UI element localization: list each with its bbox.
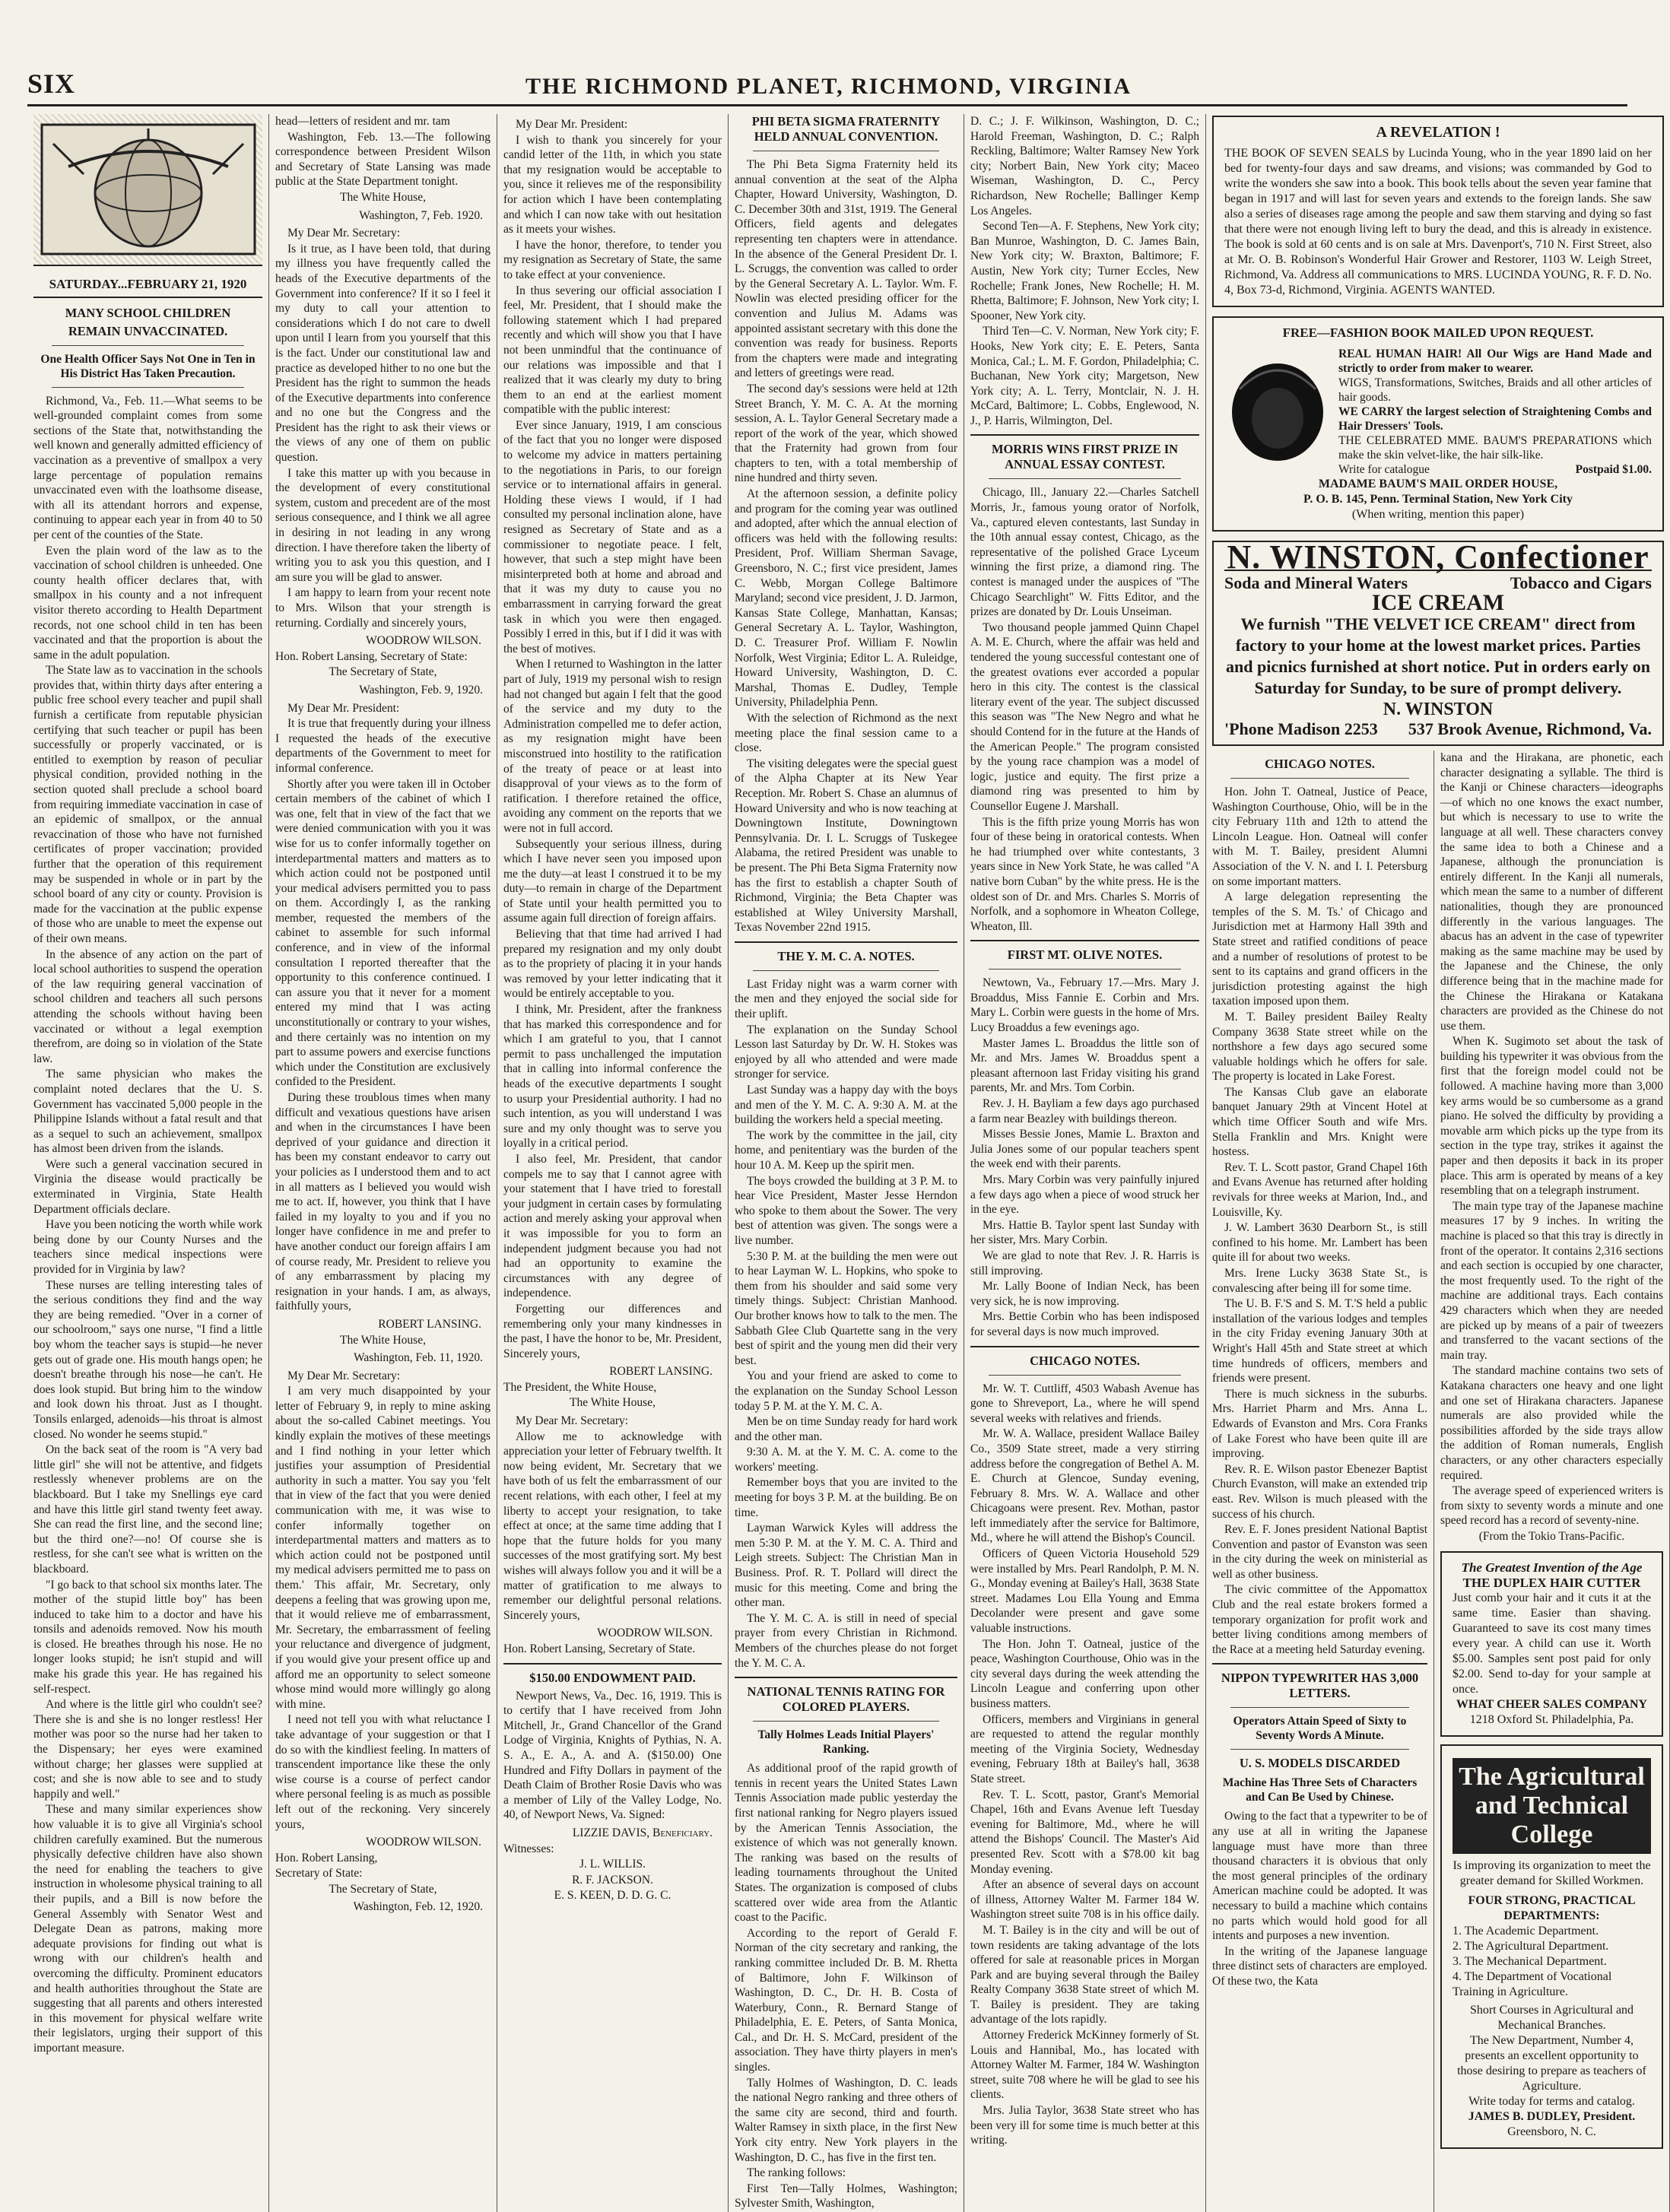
witness: E. S. KEEN, D. D. G. C. (554, 1889, 671, 1903)
wig-image-icon (1224, 359, 1331, 465)
ad-college (1440, 1744, 1663, 2149)
article-paragraph: Mr. W. A. Wallace, president Wallace Bailey Co., 3509 State street, made a very stirring address before the congregation of Bethel A. M. E. Church at Glencoe, Sunday evening, February 8. Mrs. W. A. Wallace and other Chicagoans were present. Rev. Mothan, pastor left immediately after the service for Baltimore, Md., where he will attend the Bishop's Council. (970, 1427, 1199, 1545)
article-paragraph: M. T. Bailey president Bailey Realty Company 3638 State street while on the northshore a few days ago secured some valuable holdings which he offers for sale. The property is located in Lake Forest. (1212, 1010, 1427, 1084)
ad-winston (1212, 538, 1664, 746)
article-paragraph: I have the honor, therefore, to tender you my resignation as Secretary of State, the same to take effect at your convenience. (503, 238, 722, 281)
article-paragraph: The visiting delegates were the special guest of the Alpha Chapter at its New Year Reception. Mr. Robert S. Chase an alumnus of Howard University and who is now teaching at Downingtown Institute, Downingtown Pennsylvania. Dr. I. L. Scruggs of Tuskegee Alabama, the retired President was unable to be present. The Phi Beta Sigma Fraternity now has the first to establish a chapter South of Richmond, Virginia; the Beta Chapter was established at Wiley University Marshall, Texas November 22nd 1915. (735, 757, 957, 935)
article-paragraph: Officers of Queen Victoria Household 529 were installed by Mrs. Pearl Randolph, P. M. N. G., Monday evening at Bailey's Hall, 3638 State street. Madames Lou Ella Young and Emma Decolander were present and gave some valuable instructions. (970, 1547, 1199, 1636)
ad-signature: N. WINSTON (1383, 700, 1494, 719)
ad-title: A REVELATION ! (1376, 124, 1500, 141)
article-paragraph: Last Sunday was a happy day with the boys and men of the Y. M. C. A. 9:30 A. M. at the building the workers held a special meeting. (735, 1084, 957, 1127)
columns (27, 114, 1663, 2210)
article-paragraph: I take this matter up with you because in the development of every constitutional system, custom and precedent are of the most serious consequence, and I think we all agree in desiring in not leading in any wrong direction. I have therefore taken the liberty of writing you to ask you this question, and I am sure you will be glad to answer. (275, 466, 491, 584)
article-paragraph: The main type tray of the Japanese machine measures 17 by 9 inches. In writing the machine is placed so that this tray is directly in front of the operator. It contains 2,316 sections and each section is occupied by one character, the most frequently used. To the right of the machine are additional trays. Each contains 429 characters which when they are needed are picked up by means of a pair of tweezers and transferred to the vacant sections of the main tray. (1440, 1199, 1663, 1362)
article-paragraph: You and your friend are asked to come to the explanation on the Sunday School Lesson today 5 P. M. at the Y. M. C. A. (735, 1369, 957, 1413)
ad-signature: JAMES B. DUDLEY, President. (1468, 2110, 1636, 2124)
article-paragraph: I think, Mr. President, after the frankness that has marked this correspondence and for which I am grateful to you, that I cannot permit to pass unchallenged the imputation that in calling into informal conference the heads of the executive departments I sought to usurp your Presidential authority. I had no such intention, as you will understand I was sure and my only thought was to serve you loyally in a critical period. (503, 1003, 722, 1150)
ad-line: Soda and Mineral Waters (1224, 573, 1408, 592)
article-paragraph: M. T. Bailey is in the city and will be out of town residents are taking advantage of the lots offered for sale at reasonable prices in Morgan Park and are buying several through the Bailey Realty Company 3638 State street of which M. T. Bailey is president. They are taking advantage of the lots rapidly. (970, 1923, 1199, 2026)
letter-heading: The President, the White House, (503, 1380, 657, 1394)
article-paragraph: During these troublous times when many difficult and vexatious questions have arisen and when in the circumstances I have been deprived of your guidance and direction it has been my constant endeavor to carry out your policies as I understood them and to act in all matters as I believed you would wish me to act. If, however, you think that I have failed in my loyalty to you and if you no longer have confidence in me and prefer to have another conduct our foreign affairs I am of course ready, Mr. President to relieve you of any embarrassment by placing my resignation in your hands. I am, as always, faithfully yours, (275, 1091, 491, 1313)
ad-line: WE CARRY the largest selection of Straightening Combs and Hair Dressers' Tools. (1338, 405, 1652, 433)
letter-heading: The White House, (570, 1396, 656, 1410)
signature: ROBERT LANSING. (378, 1317, 481, 1331)
article-paragraph: The standard machine contains two sets of Katakana characters one heavy and one light and one set of Hirakana characters. Japanese numerals are also provided while the possibilities afforded by the side trays allow the addition of Roman numerals, English characters, or any other characters especially required. (1440, 1364, 1663, 1482)
signature: WOODROW WILSON. (366, 634, 481, 648)
article-paragraph: Remember boys that you are invited to the meeting for boys 3 P. M. at the building. Be on time. (735, 1476, 957, 1519)
article-paragraph: Mrs. Bettie Corbin who has been indisposed for several days is now much improved. (970, 1310, 1199, 1338)
article-paragraph: The second day's sessions were held at 12th Street Branch, Y. M. C. A. At the morning session, A. L. Taylor General Secretary made a report of the work of the year, which showed that the Fraternity had grown from four chapters to ten, with a total membership of nine hundred and thirty seven. (735, 382, 957, 485)
article-paragraph: There is much sickness in the suburbs. Mrs. Harriet Pharm and Mrs. Anna L. Edwards of Evanston and Mrs. Cora Franks of Lake Forest who have been quite ill are improving. (1212, 1387, 1427, 1461)
article-paragraph: The Phi Beta Sigma Fraternity held its annual convention at the seat of the Alpha Chapter, Howard University, Washington, D. C. December 30th and 31st, 1919. The General Officers, field agents and delegates representing ten chapters were in attendance. In the absence of the General President Dr. I. L. Scruggs, the convention was called to order by the General Secretary A. L. Taylor. Wm. F. Nowlin was elected presiding officer for the convention and Julius M. Adams was appointed assistant secretary with this done the convention was ready for business. Reports from the chapters were made and integrating and letters of greetings were read. (735, 158, 957, 380)
article-paragraph: Have you been noticing the worth while work being done by our County Nurses and the teachers since medical inspections were provided for in Virginia by law? (33, 1218, 262, 1277)
article-paragraph: Rev. J. H. Bayliam a few days ago purchased a farm near Beazley with buildings thereon. (970, 1097, 1199, 1125)
subheadline: Tally Holmes Leads Initial Players' Ranking. (757, 1728, 935, 1757)
letter-date: Washington, Feb. 11, 1920. (354, 1351, 483, 1365)
witness: R. F. JACKSON. (572, 1873, 653, 1887)
ad-title: The Agricultural and Technical College (1453, 1758, 1651, 1854)
subheadline: Machine Has Three Sets of Characters and Can Be Used by Chinese. (1222, 1776, 1418, 1804)
article-paragraph: Forgetting our differences and remembering only your many kindnesses in the past, I have the honor to be, Mr. President, Sincerely yours, (503, 1302, 722, 1360)
article-paragraph: Rev. T. L. Scott pastor, Grand Chapel 16th and Evans Avenue has returned after holding revivals for three weeks at Marion, Ind., and Louisville, Ky. (1212, 1160, 1427, 1219)
article-paragraph: We are glad to note that Rev. J. R. Harris is still improving. (970, 1249, 1199, 1277)
article-paragraph: The work by the committee in the jail, city home, and penitentiary was the burden of the hour 10 A. M. Keep up the spirit men. (735, 1128, 957, 1172)
ad-line: FOUR STRONG, PRACTICAL DEPARTMENTS: (1468, 1894, 1636, 1923)
article-paragraph: Master James L. Broaddus the little son of Mr. and Mrs. James W. Broaddus spent a pleasant afternoon last Friday visiting his grand parents, Mr. and Mrs. Tom Corbin. (970, 1036, 1199, 1095)
article-paragraph: Men be on time Sunday ready for hard work and the other man. (735, 1415, 957, 1443)
article-paragraph: I am very much disappointed by your letter of February 9, in reply to mine asking about the so-called Cabinet meetings. You kindly explain the motives of these meetings and I find nothing in your letter which justifies your assumption of Presidential authority in such a matter. You say you 'felt that in view of the fact that you were denied communication with me, it was wise to confer informally together on interdepartmental matters and matters as to which action could not be postponed until my medical advisers permitted me to pass on them.' This affair, Mr. Secretary, only deepens a feeling that was growing upon me, that it would relieve me of embarrassment, Mr. Secretary, the embarrassment of feeling your reluctance and divergence of judgment, if you would give your present office up and afford me an opportunity to select someone whose mind would more willingly go along with mine. (275, 1385, 491, 1711)
globe-logo-icon (38, 121, 259, 258)
headline: NIPPON TYPEWRITER HAS 3,000 LETTERS. (1221, 1671, 1419, 1701)
article-paragraph: Shortly after you were taken ill in October certain members of the cabinet of which I was one, felt that in view of the fact that we were denied communication with you it was wise for us to confer informally together on interdepartmental matters and matters as to which action could not be postponed until your medical advisers permitted you to pass on them. Accordingly I, as the ranking member, requested the members of the cabinet to assemble for such informal conference, and in view of the informal consultation I reported thereafter that the opportunity to this conference continued. I can assure you that it never for a moment entered my mind that I was acting unconstitutionally or contrary to your wishes, and there certainly was no intention on my part to assume powers and exercise functions which under the Constitution are exclusively confided to the President. (275, 777, 491, 1089)
article-paragraph: The average speed of experienced writers is from sixty to seventy words a minute and one speed record has a record of seventy-nine. (1440, 1484, 1663, 1528)
ad-line: 4. The Department of Vocational Training in Agriculture. (1453, 1970, 1612, 1999)
letter-heading: The White House, (340, 1333, 426, 1347)
page-number: SIX (27, 68, 76, 99)
article-paragraph: First Ten—Tally Holmes, Washington; Sylvester Smith, Washington, (735, 2182, 957, 2210)
article-paragraph: When I returned to Washington in the latter part of July, 1919 my personal wish to resign had not changed but again I felt that the good of the service and my duty to the Administration compelled me to defer action, as my resignation might have been misconstrued into hostility to the ratification of the treaty of peace or at least into disapproval of your views as to the form of ratification. I therefore retained the office, avoiding any comment on the reports that we were not in full accord. (503, 658, 722, 835)
subheadline: One Health Officer Says Not One in Ten in His District Has Taken Precaution. (40, 352, 256, 380)
article-paragraph: This is the fifth prize young Morris has won four of these being in oratorical contests. When he had triumphed over white contestants, 3 years since in New York State, he was called "A native born Cuban" by the white press. He is the oldest son of Dr. and Mrs. Charles S. Morris of Norfolk, and a sophomore in Wheaton College, Wheaton, Ill. (970, 815, 1199, 933)
ad-address: 1218 Oxford St. Philadelphia, Pa. (1469, 1713, 1634, 1727)
headline: THE Y. M. C. A. NOTES. (777, 948, 915, 963)
article-paragraph: The Hon. John T. Oatneal, justice of the peace, Washington Courthouse, Ohio was in the city several days during the week attending the Lincoln League and conferring upon other business matters. (970, 1637, 1199, 1710)
ad-line: 3. The Mechanical Department. (1453, 1955, 1607, 1969)
article-paragraph: J. W. Lambert 3630 Dearborn St., is still confined to his home. Mr. Lambert has been quite ill for about two weeks. (1212, 1221, 1427, 1265)
article-paragraph: The civic committee of the Appomattox Club and the real estate brokers formed a temporary organization for profit work and better living conditions among members of the Race at a meeting held Saturday evening. (1212, 1583, 1427, 1656)
article-paragraph: Tally Holmes of Washington, D. C. leads the national Negro ranking and three others of the same city are second, third and fourth. Walter Ramsey in sixth place, in the first New York city entry. New York players in the Washington, D. C., has five in the first ten. (735, 2076, 957, 2164)
column-4 (729, 114, 964, 2212)
article-paragraph: The ranking follows: (747, 2166, 846, 2180)
article-paragraph: Subsequently your serious illness, during which I have never seen you imposed upon me the duty—at least I construed it to be my duty—to remain in charge of the Department of State until your health permitted you to assume again full direction of foreign affairs. (503, 837, 722, 925)
witness: J. L. WILLIS. (579, 1858, 646, 1871)
article-paragraph: Two thousand people jammed Quinn Chapel A. M. E. Church, where the affair was held and tendered the young successful contestant one of the greatest ovations ever accorded a popular hero in this city. The contest is the classical literary event of the year. The subject discussed this season was "The New Negro and what he should Contend for in the future at the Hands of the American People." The program consisted by the young race champion was a model of logic, justice and equity. The first prize a diamond ring was presented to him by Counsellor Eugene J. Marshall. (970, 620, 1199, 813)
article-paragraph: Even the plain word of the law as to the vaccination of school children is unheeded. One county health officer declares that, with smallpox in his county and a not infrequent visitor thereto according to Health Department records, not one school child in ten has been vaccinated and that the proportion is about the same in the adult population. (33, 544, 262, 662)
ad-duplex (1440, 1551, 1663, 1737)
article-paragraph: Third Ten—C. V. Norman, New York city; F. Hooks, New York city; E. E. Peters, Santa Monica, Cal.; L. M. F. Gordon, Philadelphia; C. Buchanan, New York city; Margetson, New York city; A. L. Terry, Montclair, N. J. H. McCard, Baltimore; L. Cobbs, Englewood, N. J., P. Harris, Wilmington, Del. (970, 325, 1199, 427)
signature: WOODROW WILSON. (366, 1836, 481, 1849)
headline: NATIONAL TENNIS RATING FOR COLORED PLAYERS. (747, 1684, 945, 1715)
ad-address: Greensboro, N. C. (1507, 2125, 1596, 2139)
article-paragraph: Hon. Robert Lansing, Secretary of State: (275, 649, 468, 663)
ad-line: Is improving its organization to meet the greater demand for Skilled Workmen. (1453, 1859, 1651, 1888)
article-paragraph: Believing that that time had arrived I had prepared my resignation and my only doubt as to the propriety of placing it in your hands was removed by your letter indicating that it would be entirely acceptable to you. (503, 928, 722, 1001)
planet-logo (33, 114, 262, 266)
ad-body: THE BOOK OF SEVEN SEALS by Lucinda Young, who in the year 1890 laid on her bed for twenty-four days and saw dreams, and visions; was commanded by God to write the wonders she saw into a book. This book tells about the seven year famine that began in 1917 and will last for seven years and extends to the foreign lands. She saw also a series of diseases rage among the people and saw them starving and dying so fast that there were not enough living left to bury the dead, and this is already in existence. The book is sold at 60 cents and is on sale at Mrs. Davenport's, 710 N. First Street, also at Mr. O. B. Robinson's Wonderful Hair Grower and Restorer, 1103 W. Leigh Street, Richmond, Va. Address all communications to MRS. LUCINDA YOUNG, R. F. D. No. 4, Box 73-d, Richmond, Virginia. AGENTS WANTED. (1224, 147, 1652, 297)
ad-line: The New Department, Number 4, presents an excellent opportunity to those desiring to prepare as teachers of Agriculture. (1457, 2034, 1646, 2093)
article-paragraph: Second Ten—A. F. Stephens, New York city; Ban Munroe, Washington, D. C. James Bain, New York city; W. Braxton, Baltimore; F. Austin, New York city; Turner Eccles, New Rochelle; Frank Jones, New Rochelle; H. M. Rhetta, Baltimore; F. Johnson, New York city; I. Spooner, New York city. (970, 220, 1199, 322)
ad-line: 1. The Academic Department. (1453, 1925, 1599, 1938)
letter-salutation: My Dear Mr. President: (287, 701, 400, 715)
article-paragraph: I wish to thank you sincerely for your candid letter of the 11th, in which you state that my resignation would be acceptable to you, since it relieves me of the responsibility for action which I have been contemplating and which I can now take with out hesitation as it meets your wishes. (503, 133, 722, 236)
article-paragraph: The Kansas Club gave an elaborate banquet January 29th at Vincent Hotel at which time Officer South and wife Mrs. Stella Franklin and Mrs. Knight were hostess. (1212, 1085, 1427, 1159)
ad-company: MADAME BAUM'S MAIL ORDER HOUSE, (1318, 478, 1558, 490)
article-paragraph: On the back seat of the room is "A very bad little girl" she will not be attentive, and fidgets restlessly whenever problems are on the blackboard. But I take my Snellings eye card and have this little girl stand twenty feet away. She can read the first line, and the second line; but the third one?—no! Of course she is restless, for she can't see what is written on the blackboard. (33, 1443, 262, 1576)
letter-heading: The Secretary of State, (329, 665, 437, 679)
article-paragraph: When K. Sugimoto set about the task of building his typewriter it was obvious from the first that the foreign model could not be followed. A machine having more than 3,000 key arms would be so cumbersome as a grand piano. He solved the difficulty by providing a movable arm which picks up the type from its section in the type tray, strikes it against the paper and then deposits it back in its proper place. This arm is operated by means of a key resembling that on a telegraph instrument. (1440, 1035, 1663, 1198)
article-paragraph: Mrs. Hattie B. Taylor spent last Sunday with her sister, Mrs. Mary Corbin. (970, 1218, 1199, 1247)
ad-line: Short Courses in Agricultural and Mechanical Branches. (1469, 2004, 1634, 2033)
ad-address: P. O. B. 145, Penn. Terminal Station, New York City (1303, 493, 1573, 506)
headline: $150.00 ENDOWMENT PAID. (529, 1670, 696, 1685)
column-3 (497, 114, 729, 2212)
column-2 (269, 114, 497, 2212)
article-paragraph: Attorney Frederick McKinney formerly of St. Louis and Hannibal, Mo., has located with Attorney Walter M. Farmer, 184 W. Washington street, suite 708 where he will be glad to see his clients. (970, 2029, 1199, 2102)
ad-address: 537 Brook Avenue, Richmond, Va. (1408, 719, 1652, 738)
article-paragraph: Were such a general vaccination secured in Virginia the disease would practically be exterminated in Virginia, State Health Department officials declare. (33, 1157, 262, 1216)
recipient-line: Hon. Robert Lansing, Secretary of State. (503, 1642, 696, 1655)
article-paragraph: Rev. R. E. Wilson pastor Ebenezer Baptist Church Evanston, will make an extended trip east. Rev. Wilson is much pleased with the success of his church. (1212, 1462, 1427, 1521)
closing-line: Secretary of State: (275, 1867, 363, 1880)
article-paragraph: I am happy to learn from your recent note to Mrs. Wilson that your strength is returning. Cordially and sincerely yours, (275, 586, 491, 630)
article-paragraph: kana and the Hirakana, are phonetic, each character designating a syllable. The third is the Kanji or Chinese characters—ideographs—of which no one knows the exact number, but which is necessary to use to write the language at all well. These characters convey the same idea to both a Chinese and a Japanese, although the pronunciation is entirely different. In the Kanji all numerals, which mean the same to a number of different nationalities, though they are pronounced differently in the various languages. The abacus has an advent in the case of typewriter making as the same machine may be used by the Japanese and the Chinese, the only difference being that in the machine made for the Chinese the Hirakana or Katakana characters are provided as the Chinese do not use them. (1440, 751, 1663, 1033)
closing-line: Washington, Feb. 12, 1920. (353, 1900, 483, 1914)
letter-salutation: My Dear Mr. Secretary: (287, 227, 401, 240)
letter-heading: The White House, (340, 190, 426, 204)
ad-phone: 'Phone Madison 2253 (1224, 719, 1378, 738)
article-paragraph: Rev. T. L. Scott, pastor, Grant's Memorial Chapel, 16th and Evans Avenue left Tuesday evening for Baltimore, Md., where he will attend the Bishops' Council. The Master's Aid presented Rev. Scott with a $78.00 kit bag Monday evening. (970, 1788, 1199, 1876)
ad-line: WIGS, Transformations, Switches, Braids and all other articles of hair goods. (1338, 376, 1652, 404)
article-paragraph: At the afternoon session, a definite policy and program for the coming year was outlined and adopted, after which the annual election of officers was held with the following results: President, Prof. William Sherman Savage, Greensboro, N. C.; first vice president, James C. Webb, Morgan College Baltimore Maryland; second vice president, J. D. Jarmon, Kansas State College, Manhattan, Kansas; General Secretary A. L. Taylor, Washington, D. C. Treasurer Prof. William F. Nowlin Norfolk, West Virginia; Editor L. A. Ruleidge, Howard University, Washington, D. C. Marshal, Thomas E. Dudley, Temple University, Philadelphia Penn. (735, 487, 957, 709)
article-paragraph: Mrs. Julia Taylor, 3638 State street who has been very ill for some time is much better at this writing. (970, 2104, 1199, 2147)
headline: CHICAGO NOTES. (1030, 1353, 1140, 1368)
article-paragraph: The State law as to vaccination in the schools provides that, within thirty days after entering a public free school every teacher and pupil shall furnish a certificate from reputable physician certifying that such teacher or pupil has been successfully or properly vaccinated, or is entitled to exemption by reason of peculiar physical condition, provided nothing in the section quoted shall preclude a school board from requiring immediate vaccination in case of an epidemic of smallpox, or the annual revaccination of those who have not furnished certificates of proper vaccination; provided further that the operation of this requirement may be suspended in whole or in part by the school board of any city or county. Provision is made for the vaccination at the public expense of those who are unable to meet the expense out of their own means. (33, 664, 262, 945)
ad-body: Just comb your hair and it cuts it at the same time. Easier than shaving. Guaranteed to save its cost many times every year. A child can use it. Worth $5.00. Samples sent post paid for only $2.00. Send to-day for your sample at once. (1453, 1592, 1651, 1696)
article-paragraph: Mr. Lally Boone of Indian Neck, has been very sick, he is now improving. (970, 1280, 1199, 1308)
ad-company: WHAT CHEER SALES COMPANY (1456, 1698, 1648, 1712)
ad-price: Postpaid $1.00. (1575, 463, 1652, 476)
ad-line: Tobacco and Cigars (1510, 573, 1652, 592)
article-paragraph: The same physician who makes the complaint noted declares that the U. S. Government has vaccinated 5,000 people in the Philippine Islands without a fatal result and that as a sequel to such an achievement, smallpox has almost been driven from the islands. (33, 1068, 262, 1156)
headline: MORRIS WINS FIRST PRIZE IN ANNUAL ESSAY CONTEST. (991, 442, 1179, 472)
article-source: (From the Tokio Trans-Pacific. (1478, 1529, 1625, 1543)
ad-title: FREE—FASHION BOOK MAILED UPON REQUEST. (1282, 325, 1594, 340)
ad-fashion (1212, 316, 1664, 532)
headline: U. S. MODELS DISCARDED (1239, 1756, 1401, 1771)
article-paragraph: "I go back to that school six months later. The mother of the stupid little boy" has been induced to take him to a doctor and have his tonsils and adenoids removed. Now his mouth is closed. He breathes through his nose. He no longer looks stupid; he isn't stupid and will make his grade this year. He has regained his self-respect. (33, 1578, 262, 1696)
article-paragraph: Owing to the fact that a typewriter to be of any use at all in writing the Japanese language must have more than three thousand characters it is obvious that only the most general principles of the ordinary American machine could be adopted. It was necessary to build a machine which contains no parts which would hold good for all intents and purposes a new invention. (1212, 1810, 1427, 1943)
letter-salutation: My Dear Mr. Secretary: (516, 1414, 629, 1428)
signature: LIZZIE DAVIS, Beneficiary. (572, 1826, 713, 1839)
headline: MANY SCHOOL CHILDREN (65, 305, 231, 320)
article-paragraph: D. C.; J. F. Wilkinson, Washington, D. C.; Harold Freeman, Washington, D. C.; Ralph Reckling, Baltimore; Walter Ramsey New York city; Norbert Bain, New York city; Maceo Wiseman, Washington, D. C., Percy Richardson, New Rochelle; Ballinger Kemp Los Angeles. (970, 115, 1199, 217)
article-paragraph: As additional proof of the rapid growth of tennis in recent years the United States Lawn Tennis Association made public yesterday the first national ranking for Negro players issued by the American Tennis Association, the existence of which was not generally known. The ranking was based on the results of leading tournaments throughout the United States. The organization is composed of clubs scattered over wide area from the Atlantic coast to the Pacific. (735, 1762, 957, 1925)
article-paragraph: Misses Bessie Jones, Mamie L. Braxton and Julia Jones some of our popular teachers spent the week end with their parents. (970, 1128, 1199, 1171)
ad-line: THE CELEBRATED MME. BAUM'S PREPARATIONS which make the skin velvet-like, the hair silk-like. (1338, 434, 1652, 462)
article-paragraph: Newport News, Va., Dec. 16, 1919. This is to certify that I have received from John Mitchell, Jr., Grand Chancellor of the Grand Lodge of Virginia, Knights of Pythias, N. A. S. A., E. A., A. and A. ($150.00) One Hundred and Fifty Dollars in payment of the Death Claim of Brother Rosie Davis who was a member of Lily of the Valley Lodge, No. 40, of Newport News, Va. Signed: (503, 1689, 722, 1822)
article-paragraph: Hon. John T. Oatneal, Justice of Peace, Washington Courthouse, Ohio, will be in the city February 11th and 12th to attend the Lincoln League. Hon. Oatneal will confer with M. T. Bailey, president Alumni Association of the V. N. and I. I. Petersburg on some important matters. (1212, 785, 1427, 888)
headline: CHICAGO NOTES. (1265, 757, 1375, 771)
article-paragraph: 9:30 A. M. at the Y. M. C. A. come to the workers' meeting. (735, 1446, 957, 1474)
article-paragraph: Newtown, Va., February 17.—Mrs. Mary J. Broaddus, Miss Fannie E. Corbin and Mrs. Mary L. Corbin were guests in the home of Mrs. Lucy Broaddus a few evenings ago. (970, 976, 1199, 1035)
article-paragraph: With the selection of Richmond as the next meeting place the final session came to a close. (735, 711, 957, 755)
article-paragraph: Rev. E. F. Jones president National Baptist Convention and pastor of Evanston was seen in the city during the week on ministerial as well as other business. (1212, 1523, 1427, 1581)
article-paragraph: These nurses are telling interesting tales of the serious conditions they find and the way they are being remedied. "Over in a corner of our schoolroom," says one nurse, "I find a little boy whom the teacher says is stupid—he never gets out of grade one. His mouth hangs open; he doesn't breathe through his nose—he can't. He does look stupid. But bring him to the window and look down his throat. Just as I thought. Tonsils enlarged, adenoids—his throat is almost closed. No wonder he seems stupid." (33, 1278, 262, 1441)
article-paragraph: In the writing of the Japanese language three distinct sets of characters are employed. Of these two, the Kata (1212, 1944, 1427, 1988)
column-6 (1206, 751, 1434, 2212)
article-paragraph: In thus severing our official association I feel, Mr. President, that I should make the following statement which I had prepared recently and which will show you that I have not been unmindful that the continuance of our relations was impossible and that I realized that it was clearly my duty to bring them to an end at the earliest moment compatible with the public interest: (503, 284, 722, 417)
ad-note: (When writing, mention this paper) (1351, 508, 1525, 521)
headline: FIRST MT. OLIVE NOTES. (1007, 947, 1163, 963)
ad-line: Write for catalogue (1338, 463, 1430, 476)
article-paragraph: Is it true, as I have been told, that during my illness you have frequently called the heads of the Executive departments of the Government into conference? If it so I feel it my duty to call your attention to considerations which I do not care to dwell upon until I learn from you yourself that this is the fact. Under our constitutional law and practice as developed hither to no one but the President has the right to summon the heads of the Executive departments into conference and no one but the Congress and the President has the right to ask their views or the views of any one of them on public question. (275, 242, 491, 465)
letter-date: Washington, 7, Feb. 1920. (359, 208, 483, 222)
ad-line: 2. The Agricultural Department. (1453, 1940, 1609, 1953)
ad-title: The Greatest Invention of the Age (1461, 1560, 1643, 1576)
ad-line: REAL HUMAN HAIR! All Our Wigs are Hand Made and strictly to order from maker to wearer. (1338, 348, 1652, 375)
witnesses-label: Witnesses: (503, 1842, 554, 1855)
article-paragraph: Mrs. Irene Lucky 3638 State St., is convalescing after being ill for some time. (1212, 1267, 1427, 1295)
closing-line: The Secretary of State, (329, 1882, 437, 1896)
column-1 (27, 114, 269, 2212)
article-paragraph: Last Friday night was a warm corner with the men and they enjoyed the social side for their uplift. (735, 977, 957, 1021)
article-paragraph: Allow me to acknowledge with appreciation your letter of February twelfth. It now being evident, Mr. Secretary that we have both of us felt the embarrassment of our recent relations, with each other, I feel at my liberty to accept your resignation, to take effect at once; at the same time adding that I hope that the future holds for you many successes of the most gratifying sort. My best wishes will always follow you and it will be a matter of gratification to me always to remember our delightful personal relations. Sincerely yours, (503, 1430, 722, 1622)
article-paragraph: The explanation on the Sunday School Lesson last Saturday by Dr. W. H. Stokes was enjoyed by all who attended and were made stronger for service. (735, 1023, 957, 1081)
article-paragraph: The U. B. F.'S and S. M. T.'S held a public installation of the various lodges and temples in the city Friday evening January 30th at Wright's Hall 45th and State street at which time hundreds of officers, members and friends were present. (1212, 1297, 1427, 1385)
article-paragraph: The boys crowded the building at 3 P. M. to hear Vice President, Master Jesse Herndon who spoke to them about the Sower. The very best of attention was given. The songs were a live number. (735, 1174, 957, 1247)
article-paragraph: Washington, Feb. 13.—The following correspondence between President Wilson and Secretary of State Lansing was made public at the State Department tonight. (275, 130, 491, 189)
signature: WOODROW WILSON. (597, 1626, 713, 1640)
issue-date: SATURDAY...FEBRUARY 21, 1920 (33, 272, 262, 298)
article-paragraph: Mr. W. T. Cuttliff, 4503 Wabash Avenue has gone to Shreveport, La., where he will spend several weeks with relatives and friends. (970, 1382, 1199, 1425)
article-paragraph: The Y. M. C. A. is still in need of special prayer from every Christian in Richmond. Members of the churches please do not forget the Y. M. C. A. (735, 1611, 957, 1670)
subheadline: Operators Attain Speed of Sixty to Seventy Words A Minute. (1233, 1715, 1407, 1743)
ad-title: N. WINSTON, Confectioner (1224, 550, 1652, 571)
article-paragraph: I need not tell you with what reluctance I take advantage of your suggestion or that I do so with the kindliest feeling. In matters of transcendent importance like these the only wise course is a course of perfect candor where personal feeling is as much as possible left out of the reckoning. Very sincerely yours, (275, 1713, 491, 1831)
article-paragraph: Chicago, Ill., January 22.—Charles Satchell Morris, Jr., famous young orator of Norfolk, Va., captured eleven contestants, last Sunday in the 10th annual essay contest, Chicago, as the representative of the polished Grace Lyceum winning the first prize, a diamond ring. The contest is managed under the auspices of "The Chicago Searchlight" W. Fitts Editor, and the prizes are donated by Dr. Louis Unseiman. (970, 486, 1199, 619)
letter-salutation: My Dear Mr. Secretary: (287, 1369, 401, 1382)
ad-title: THE DUPLEX HAIR CUTTER (1462, 1576, 1641, 1591)
article-paragraph: According to the report of Gerald F. Norman of the city secretary and ranking, the ranking committee included Dr. B. M. Rhetta of Baltimore, John F. Wilkinson of Washington, D. C., Dr. H. B. Costa of Waterbury, Conn., R. Bernard Stange of Philadelphia, E. E. Peters, of Santa Monica, Cal., and Dr. H. S. McCard, president of the association. They have thirty players in men's singles. (735, 1926, 957, 2074)
closing-line: Hon. Robert Lansing, (275, 1851, 378, 1864)
page-header (27, 68, 1627, 106)
ad-revelation (1212, 116, 1664, 307)
letter-date: Washington, Feb. 9, 1920. (359, 683, 483, 697)
article-paragraph: Officers, members and Virginians in general are requested to attend the regular monthly meeting of the Virginia Society, Wednesday evening, February 18th at Bailey's hall, 3638 State street. (970, 1712, 1199, 1785)
ad-body: We furnish "THE VELVET ICE CREAM" direct from factory to your home at the lowest market prices. Parties and picnics furnished at short notice. Put in orders early on Saturday for Sunday, to be sure of prompt delivery. (1226, 614, 1650, 697)
article-paragraph: Mrs. Mary Corbin was very painfully injured a few days ago when a piece of wood struck her in the eye. (970, 1173, 1199, 1217)
article-paragraph: 5:30 P. M. at the building the men were out to hear Layman W. L. Hopkins, who spoke to them from his shoulder and said some very timely things. Subject: Christian Manhood. Our brother knows how to talk to the men. The Sabbath Glee Club Quartette sang in the very best of spirit and the young men did their very best. (735, 1249, 957, 1367)
headline: REMAIN UNVACCINATED. (68, 323, 228, 338)
ad-line: Write today for terms and catalog. (1468, 2095, 1635, 2109)
article-paragraph: Ever since January, 1919, I am conscious of the fact that you no longer were disposed to welcome my advice in matters pertaining to the negotiations in Paris, to our foreign service or to international affairs in general. Holding these views I would, if I had consulted my personal inclination alone, have resigned as Secretary of State and as a commissioner to negotiate peace. I felt, however, that such a step might have been misinterpreted both at home and abroad and that it was my duty to cause you no embarrassment in carrying forward the great task in which you were then engaged. Possibly I erred in this, but if I did it was with the best of motives. (503, 418, 722, 655)
article-paragraph: In the absence of any action on the part of local school authorities to suspend the operation of the law requiring general vaccination of school children and teachers all such persons attending the schools without having been vaccinated or without a legal exemption therefrom, are doing so in violation of the State law. (33, 947, 262, 1065)
article-paragraph: It is true that frequently during your illness I requested the heads of the executive departments of the Government to meet for informal conference. (275, 717, 491, 775)
headline: PHI BETA SIGMA FRATERNITY HELD ANNUAL CONVENTION. (751, 114, 941, 144)
article-paragraph: head—letters of resident and mr. tam (275, 115, 450, 128)
article-paragraph: After an absence of several days on account of illness, Attorney Walter M. Farmer 184 W. Washington street suite 708 is in his office daily. (970, 1878, 1199, 1922)
article-paragraph: These and many similar experiences show how valuable it is to give all Virginia's school children carefully examined. But the numerous physically defective children have also shown the need for enabling the teachers to give instruction in wholesome physical training to all their pupils, and a Bill is now before the General Assembly with Senator West and Delegate Dean as patrons, making more adequate provisions for finding out what is wrong with our children's health and overcoming the difficulty. Prominent educators and health authorities throughout the State are suggesting that all parents and others interested in this movement for physical welfare write their legislators, urging their support of this important measure. (33, 1803, 262, 2055)
masthead: THE RICHMOND PLANET, RICHMOND, VIRGINIA (525, 74, 1132, 99)
article-paragraph: A large delegation representing the temples of the S. M. Ts.' of Chicago and Jurisdiction met at Harmony Hall 39th and State street and ratified conditions of peace and a number of resolutions of protest to be sent to its captains and grand officers in the jurisdiction protesting against the high taxation imposed upon them. (1212, 890, 1427, 1008)
column-7 (1434, 751, 1670, 2212)
signature: ROBERT LANSING. (609, 1365, 713, 1379)
right-section (1206, 114, 1670, 2212)
letter-salutation: My Dear Mr. President: (516, 118, 628, 131)
article-paragraph: Richmond, Va., Feb. 11.—What seems to be well-grounded complaint comes from some sections of the State that, notwithstanding the well known and generally admitted efficiency of vaccination as a preventive of smallpox a very large percentage of population remains unvaccinated even with the loathsome disease, with all its attendant horrors and expense, continuing to appear each year in from 40 to 50 per cent of the counties of the State. (33, 394, 262, 541)
ad-line: ICE CREAM (1371, 590, 1505, 615)
article-paragraph: I also feel, Mr. President, that candor compels me to say that I cannot agree with your statement that I have tried to forestall your judgment in certain cases by formulating action and merely asking your approval when it was impossible for you to form an independent judgment because you had not had an opportunity to examine the circumstances with any degree of independence. (503, 1152, 722, 1300)
article-paragraph: And where is the little girl who couldn't see? There she is and she is no longer restless! Her mother was poor so the nurse had her taken to the Dispensary; her eyes were examined without charge; her glasses were supplied at cost; and she is now able to see and to study happily and well." (33, 1698, 262, 1801)
article-paragraph: Layman Warwick Kyles will address the men 5:30 P. M. at the Y. M. C. A. Third and Leigh streets. Subject: The Christian Man in Business. Prof. R. T. Pollard will direct the music for this meeting. Come and bring the other man. (735, 1522, 957, 1610)
column-5 (964, 114, 1206, 2212)
